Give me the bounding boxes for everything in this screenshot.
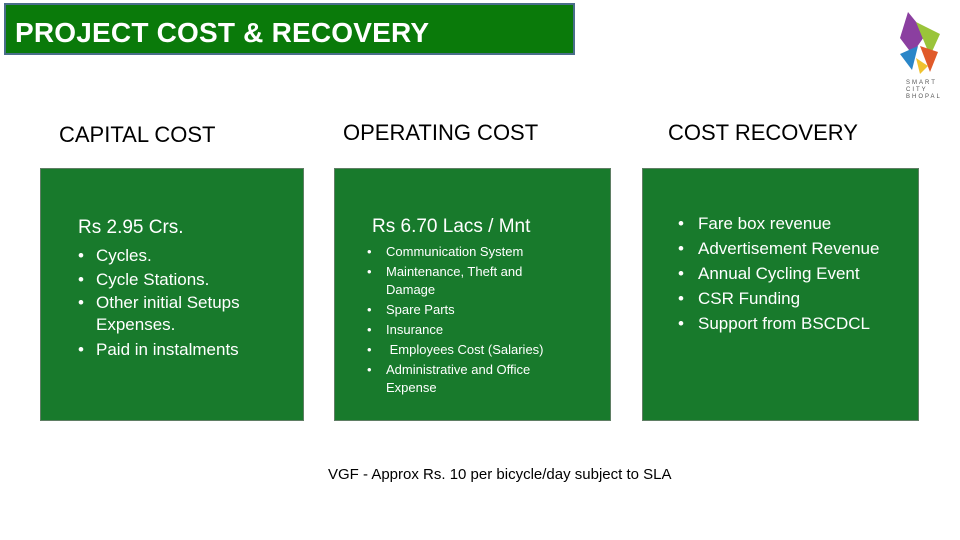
logo-text-line: BHOPAL — [906, 94, 942, 100]
operating-cost-heading: OPERATING COST — [343, 120, 539, 145]
cost-recovery-heading: COST RECOVERY — [668, 120, 858, 145]
list-item: • Other initial Setups Expenses. — [78, 292, 298, 336]
list-item: • Administrative and Office Expense — [367, 361, 572, 397]
smart-city-bhopal-logo — [886, 8, 948, 100]
page-title: PROJECT COST & RECOVERY — [15, 17, 430, 48]
vgf-footnote: VGF - Approx Rs. 10 per bicycle/day subject to SLA — [328, 466, 672, 483]
logo-text-line: SMART — [906, 80, 937, 86]
list-item: • Insurance — [367, 321, 572, 339]
list-item: • Advertisement Revenue — [678, 236, 914, 261]
capital-items-list — [78, 244, 298, 362]
operating-amount: Rs 6.70 Lacs / Mnt — [372, 216, 531, 237]
list-item: • CSR Funding — [678, 286, 914, 311]
recovery-items-list — [678, 211, 914, 336]
list-item: • Spare Parts — [367, 301, 572, 319]
list-item: • Fare box revenue — [678, 211, 914, 236]
list-item: • Cycles. — [78, 244, 298, 268]
title-bar — [4, 3, 575, 55]
capital-cost-heading: CAPITAL COST — [59, 122, 216, 147]
capital-cost-panel — [40, 168, 304, 421]
list-item: • Communication System — [367, 243, 572, 261]
cost-recovery-panel — [642, 168, 919, 421]
list-item: • Annual Cycling Event — [678, 261, 914, 286]
capital-amount: Rs 2.95 Crs. — [78, 217, 184, 238]
list-item: • Support from BSCDCL — [678, 311, 914, 336]
logo-text-line: CITY — [906, 87, 928, 93]
operating-cost-panel — [334, 168, 611, 421]
operating-items-list — [367, 243, 572, 399]
list-item: • Maintenance, Theft and Damage — [367, 263, 572, 299]
list-item: • Employees Cost (Salaries) — [367, 341, 572, 359]
list-item: • Cycle Stations. — [78, 268, 298, 292]
list-item: • Paid in instalments — [78, 338, 298, 362]
